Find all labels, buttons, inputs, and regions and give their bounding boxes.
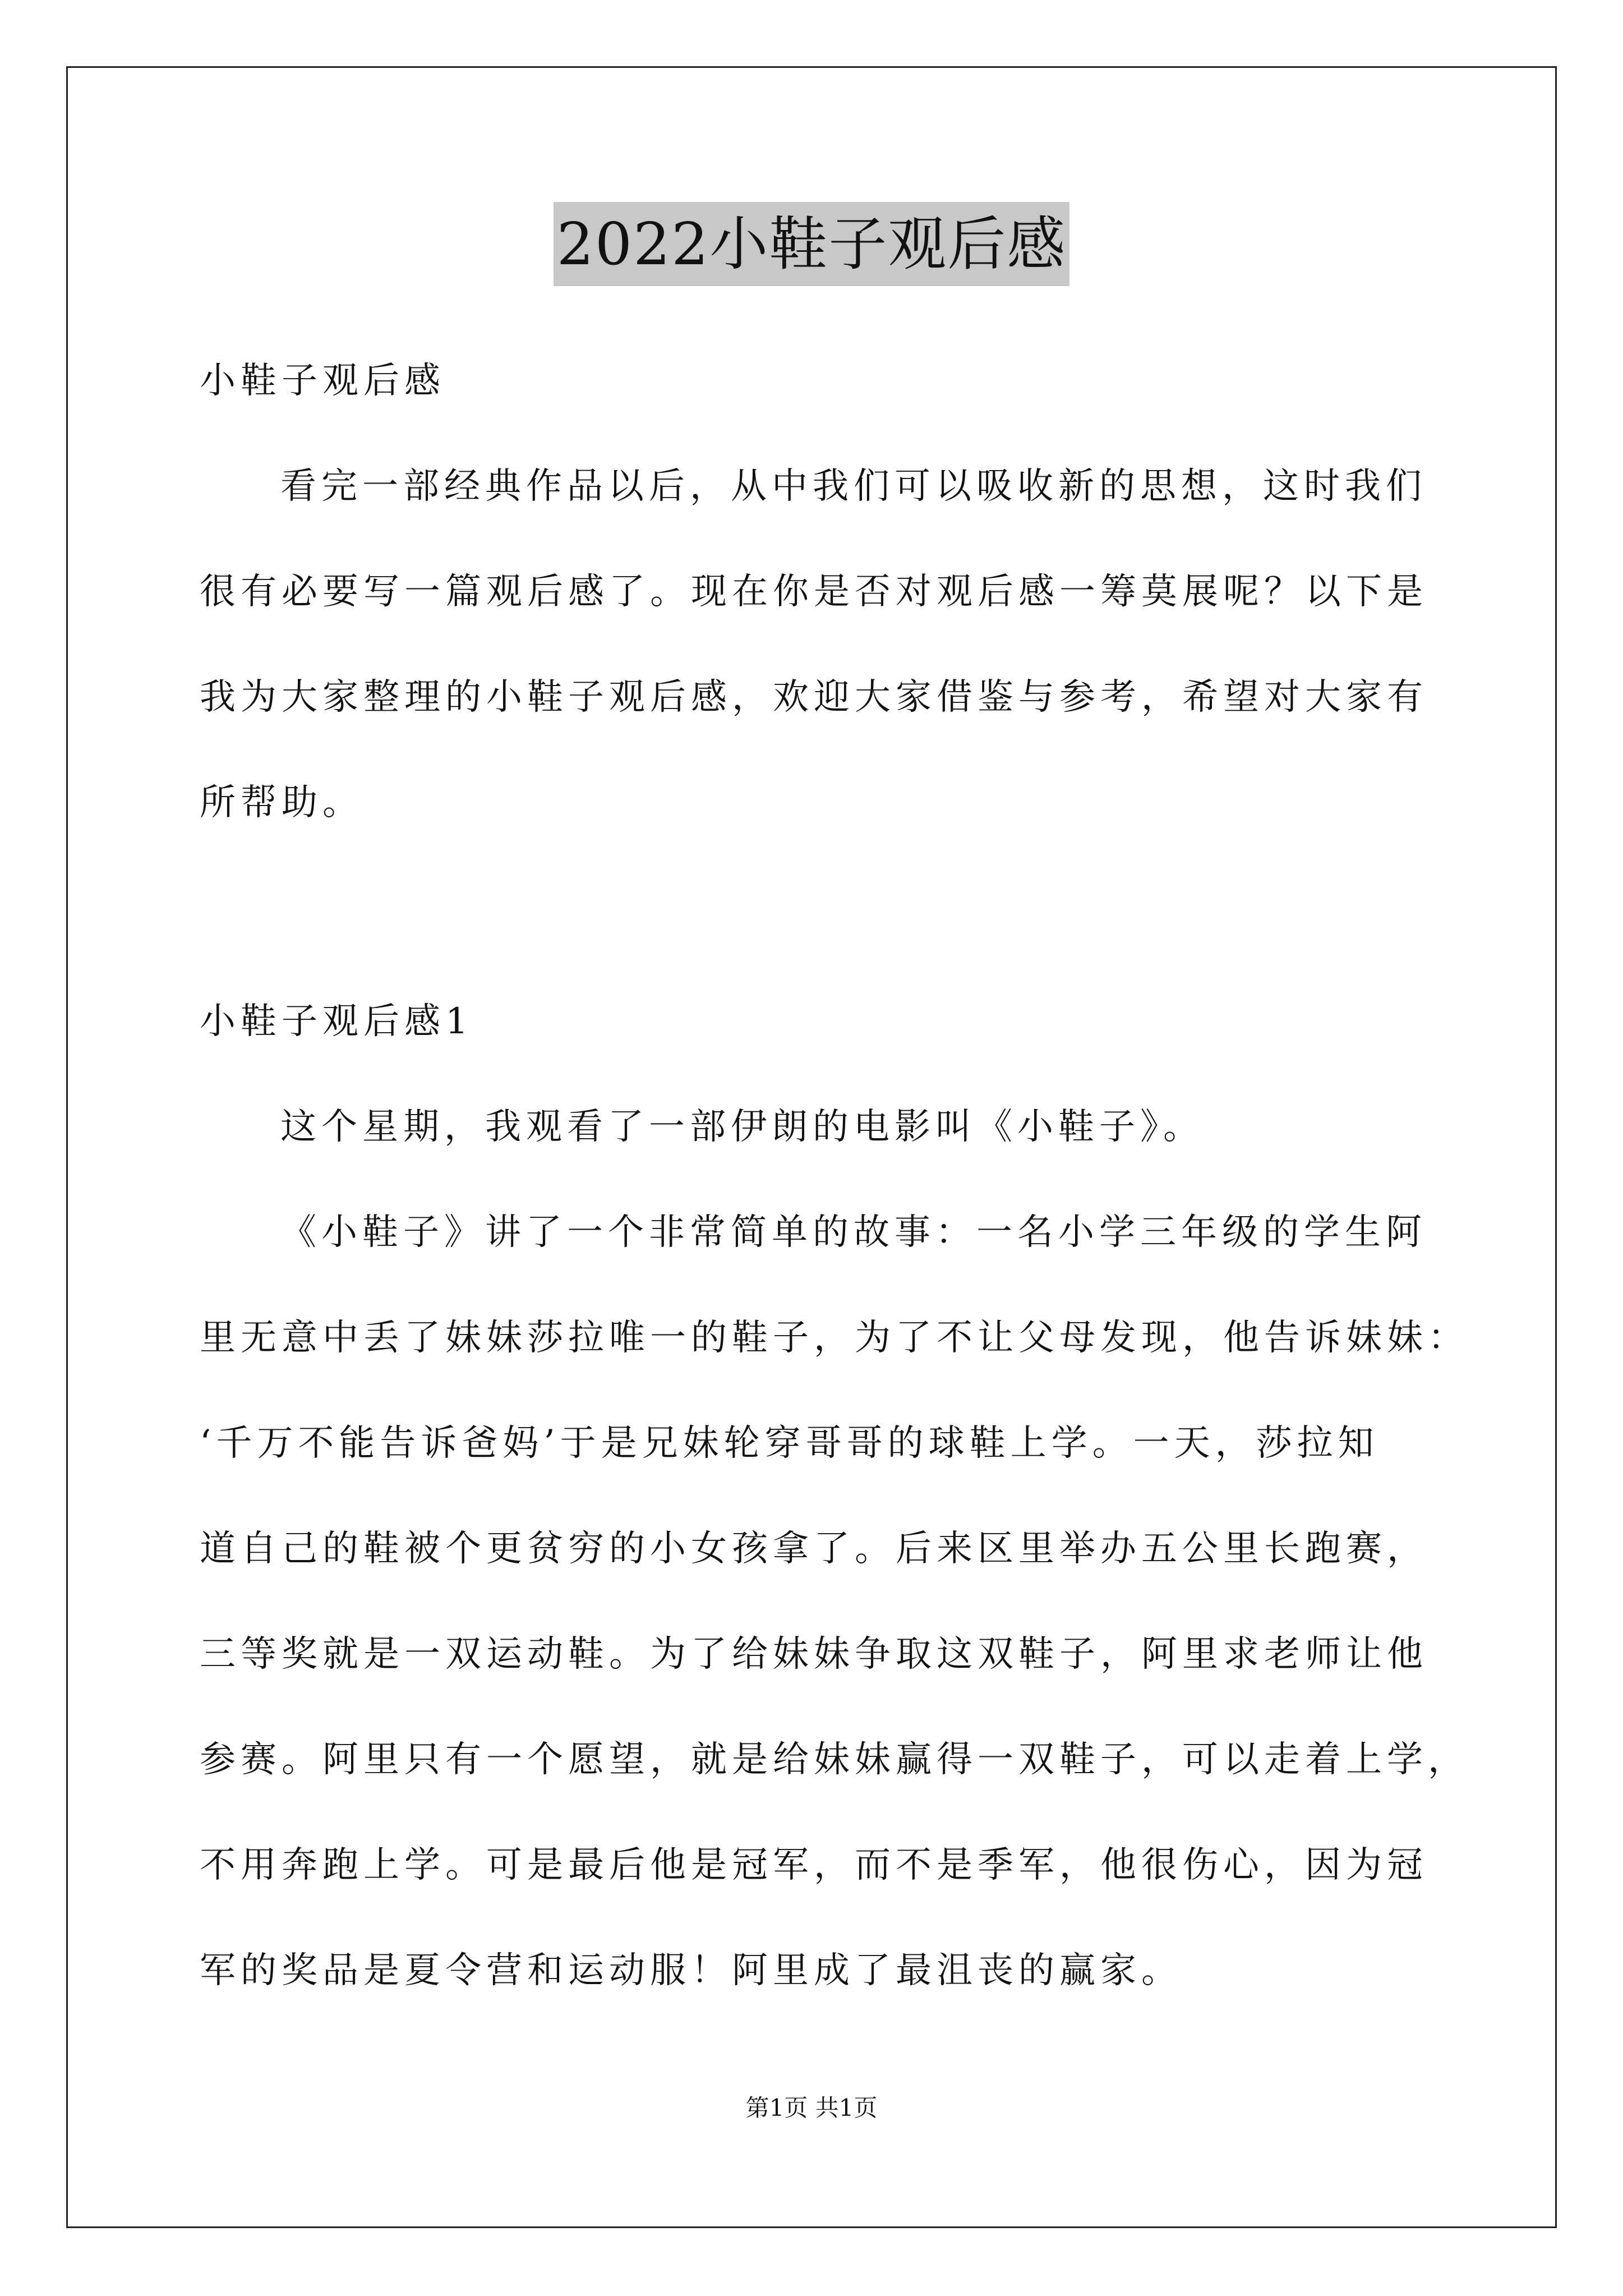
paragraph-line: 我为大家整理的小鞋子观后感，欢迎大家借鉴与参考，希望对大家有 bbox=[200, 677, 1428, 718]
paragraph-line: 很有必要写一篇观后感了。现在你是否对观后感一筹莫展呢？以下是 bbox=[200, 571, 1428, 613]
paragraph-line: 参赛。阿里只有一个愿望，就是给妹妹赢得一双鞋子，可以走着上学， bbox=[200, 1739, 1469, 1780]
title-container bbox=[0, 202, 1623, 286]
paragraph-line: 看完一部经典作品以后，从中我们可以吸收新的思想，这时我们 bbox=[280, 466, 1427, 507]
paragraph-line: 《小鞋子》讲了一个非常简单的故事：一名小学三年级的学生阿 bbox=[280, 1212, 1427, 1253]
paragraph-line: 这个星期，我观看了一部伊朗的电影叫《小鞋子》。 bbox=[280, 1106, 1204, 1148]
paragraph-line: 道自己的鞋被个更贫穷的小女孩拿了。后来区里举办五公里长跑赛， bbox=[200, 1528, 1428, 1570]
paragraph-line: 所帮助。 bbox=[200, 782, 363, 823]
section-heading: 小鞋子观后感1 bbox=[200, 1001, 473, 1042]
paragraph-line: ‘千万不能告诉爸妈’于是兄妹轮穿哥哥的球鞋上学。一天，莎拉知 bbox=[200, 1423, 1379, 1464]
page-number-footer: 第1页 共1页 bbox=[745, 2094, 878, 2122]
document-title: 2022小鞋子观后感 bbox=[554, 202, 1070, 286]
paragraph-line: 里无意中丢了妹妹莎拉唯一的鞋子，为了不让父母发现，他告诉妹妹： bbox=[200, 1317, 1469, 1359]
paragraph-line: 军的奖品是夏令营和运动服！阿里成了最沮丧的赢家。 bbox=[200, 1950, 1182, 1991]
section-heading: 小鞋子观后感 bbox=[200, 360, 445, 402]
paragraph-line: 三等奖就是一双运动鞋。为了给妹妹争取这双鞋子，阿里求老师让他 bbox=[200, 1634, 1428, 1675]
paragraph-line: 不用奔跑上学。可是最后他是冠军，而不是季军，他很伤心，因为冠 bbox=[200, 1844, 1428, 1886]
